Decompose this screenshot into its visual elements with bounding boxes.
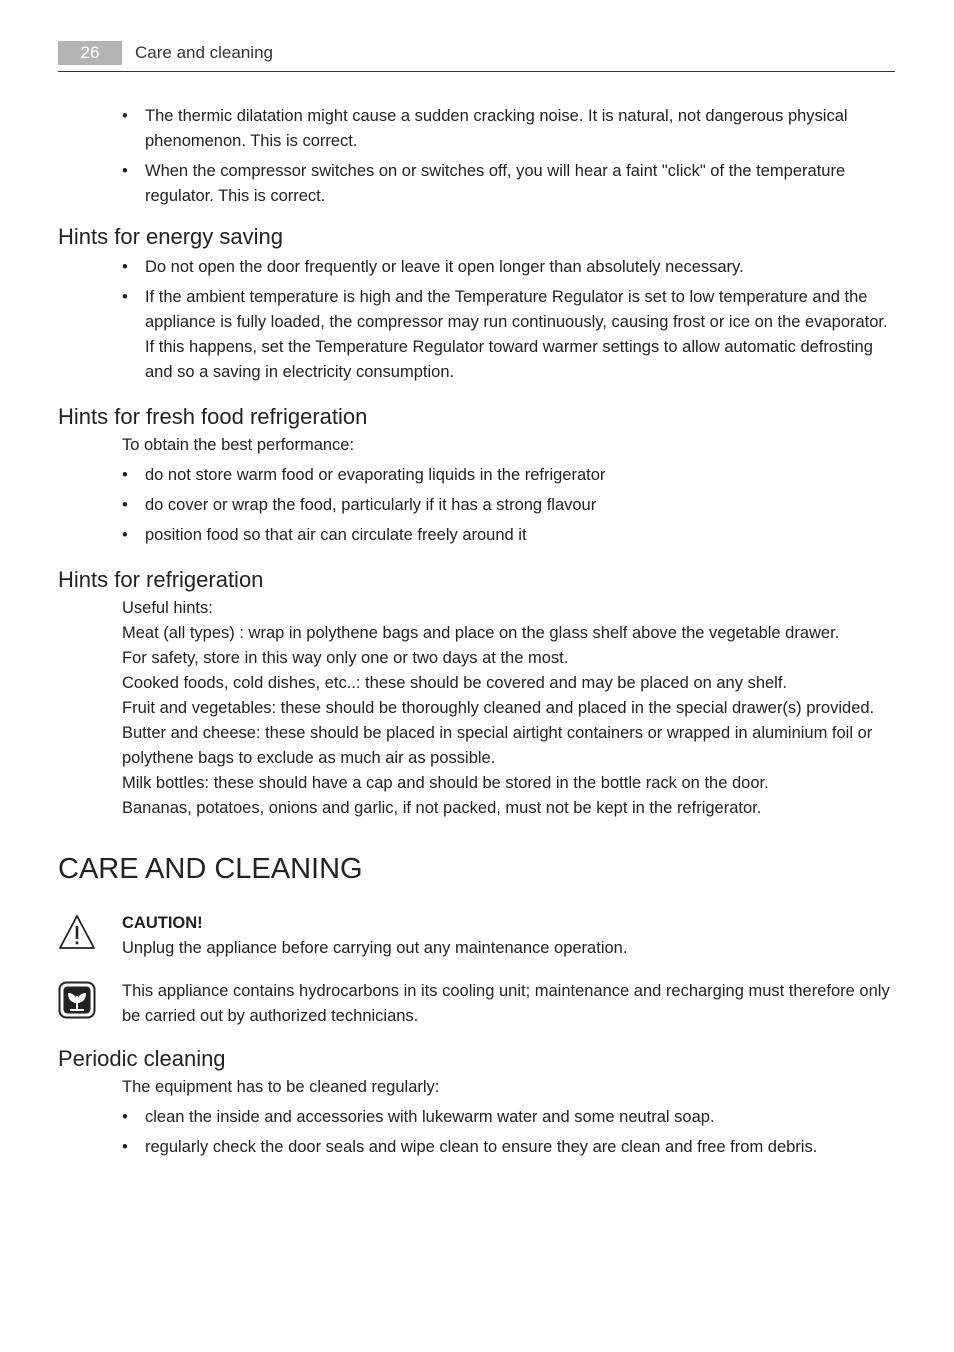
environment-text: This appliance contains hydrocarbons in its cooling unit; maintenance and recharging must therefore only be carried out by authorized technicians.	[122, 982, 890, 1025]
page-number: 26	[58, 41, 122, 65]
list-item: • When the compressor switches on or switches off, you will hear a faint "click" of the temperature regulator. This is correct.	[122, 159, 896, 209]
list-item: • do not store warm food or evaporating liquids in the refrigerator	[122, 463, 896, 488]
care-and-cleaning-title: CARE AND CLEANING	[58, 853, 363, 885]
refrigeration-heading: Hints for refrigeration	[58, 567, 264, 592]
fresh-food-heading: Hints for fresh food refrigeration	[58, 404, 368, 429]
energy-saving-list	[58, 255, 896, 385]
caution-title: CAUTION!	[122, 914, 203, 932]
list-item: • The thermic dilatation might cause a sudden cracking noise. It is natural, not dangerous physical phenomenon. This is correct.	[122, 104, 896, 154]
list-item: • clean the inside and accessories with lukewarm water and some neutral soap.	[122, 1105, 896, 1130]
refrigeration-hints	[58, 596, 896, 821]
running-section-title: Care and cleaning	[135, 43, 273, 62]
list-item: • Do not open the door frequently or leave it open longer than absolutely necessary.	[122, 255, 896, 280]
warning-triangle-icon	[58, 913, 96, 951]
hint-line: For safety, store in this way only one or two days at the most.	[122, 649, 569, 667]
fresh-food-intro: To obtain the best performance:	[122, 436, 355, 454]
page-header	[58, 40, 895, 72]
caution-text: Unplug the appliance before carrying out any maintenance operation.	[122, 939, 628, 957]
list-item: • regularly check the door seals and wipe clean to ensure they are clean and free from debris.	[122, 1135, 896, 1160]
hint-line: Milk bottles: these should have a cap and should be stored in the bottle rack on the door.	[122, 774, 769, 792]
hint-line: Useful hints:	[122, 599, 213, 617]
list-item: • position food so that air can circulate freely around it	[122, 523, 896, 548]
hint-line: Meat (all types) : wrap in polythene bags and place on the glass shelf above the vegetable drawer.	[122, 624, 840, 642]
environment-notice	[58, 979, 896, 1029]
energy-saving-heading: Hints for energy saving	[58, 224, 283, 249]
periodic-cleaning-list	[58, 1105, 896, 1160]
hint-line: Cooked foods, cold dishes, etc..: these should be covered and may be placed on any shelf.	[122, 674, 788, 692]
periodic-cleaning-heading: Periodic cleaning	[58, 1046, 226, 1071]
environment-icon	[58, 981, 96, 1019]
page-content	[58, 104, 896, 1165]
hint-line: Bananas, potatoes, onions and garlic, if not packed, must not be kept in the refrigerator.	[122, 799, 762, 817]
intro-bullet-list	[58, 104, 896, 209]
hint-line: Butter and cheese: these should be placed in special airtight containers or wrapped in aluminium foil or polythene bags to exclude as much air as possible.	[122, 724, 873, 767]
periodic-cleaning-intro: The equipment has to be cleaned regularly:	[122, 1078, 440, 1096]
list-item: • If the ambient temperature is high and the Temperature Regulator is set to low temperature and the appliance is fully loaded, the compressor may run continuously, causing frost or ice on the evaporator. If this happens, set the Temperature Regulator toward warmer settings to allow automatic defrosting and so a saving in electricity consumption.	[122, 285, 896, 385]
caution-notice	[58, 911, 896, 961]
hint-line: Fruit and vegetables: these should be thoroughly cleaned and placed in the special drawer(s) provided.	[122, 699, 875, 717]
list-item: • do cover or wrap the food, particularly if it has a strong flavour	[122, 493, 896, 518]
fresh-food-list	[58, 463, 896, 548]
